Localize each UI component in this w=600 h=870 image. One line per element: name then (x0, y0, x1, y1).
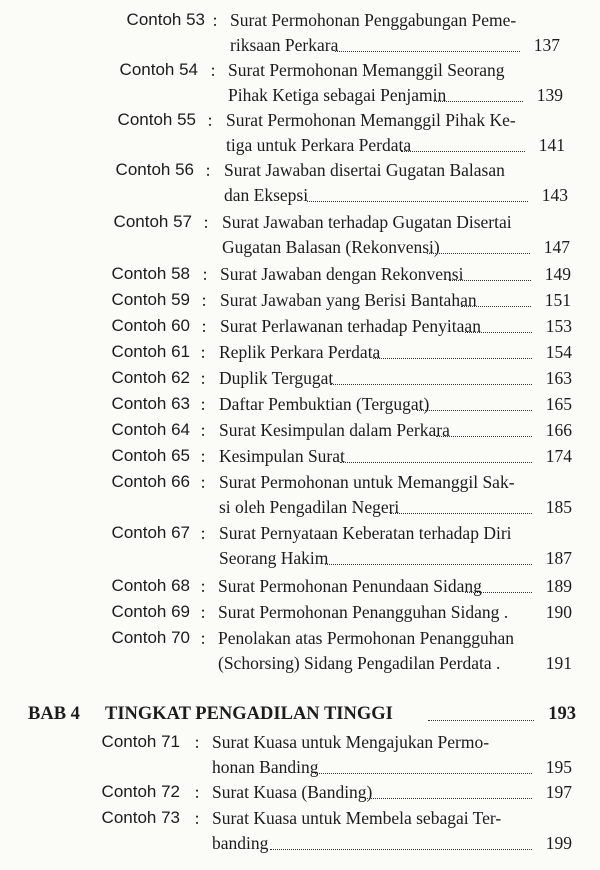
entry-page-number: 195 (545, 757, 572, 777)
entry-title-line: Surat Permohonan untuk Memanggil Sak- (219, 472, 515, 492)
leader-dots (365, 798, 532, 799)
entry-page-number: 137 (533, 35, 560, 55)
entry-title-line: Penolakan atas Permohonan Penangguhan (218, 628, 514, 648)
entry-title-line: si oleh Pengadilan Negeri (219, 497, 400, 517)
entry-label: Contoh 68 (111, 576, 190, 595)
leader-dots (335, 51, 520, 52)
toc-entry[interactable] (0, 366, 600, 391)
entry-label: Contoh 66 (111, 472, 190, 491)
leader-dots (325, 564, 532, 565)
entry-label: Contoh 60 (111, 316, 190, 335)
entry-colon: : (194, 782, 200, 802)
entry-page-number: 166 (545, 420, 572, 440)
entry-label: Contoh 61 (111, 342, 190, 361)
entry-colon: : (203, 212, 209, 232)
entry-title-line: Daftar Pembuktian (Tergugat) (219, 394, 430, 414)
chapter-label: BAB 4 (28, 704, 80, 724)
leader-dots (436, 436, 532, 437)
entry-label: Contoh 62 (111, 368, 190, 387)
entry-page-number: 154 (545, 342, 572, 362)
toc-entry[interactable] (0, 600, 600, 625)
entry-colon: : (210, 60, 216, 80)
leader-dots (465, 332, 532, 333)
entry-title-line: Surat Pernyataan Keberatan terhadap Diri (219, 523, 512, 543)
entry-title-line: Surat Permohonan Penggabungan Peme- (230, 10, 517, 30)
entry-colon: : (194, 808, 200, 828)
entry-page-number: 139 (536, 85, 563, 105)
entry-page-number: 190 (545, 602, 572, 622)
leader-dots (427, 253, 530, 254)
toc-entry[interactable] (0, 58, 600, 108)
entry-title-line: dan Eksepsi (224, 185, 309, 205)
entry-title-line: Surat Perlawanan terhadap Penyitaan (220, 316, 481, 336)
leader-dots (428, 720, 534, 721)
toc-entry[interactable] (0, 314, 600, 339)
entry-title-line: Seorang Hakim (219, 548, 329, 568)
entry-page-number: 141 (538, 135, 565, 155)
chapter-page-number: 193 (548, 704, 576, 724)
entry-label: Contoh 55 (117, 110, 196, 129)
entry-colon: : (202, 264, 208, 284)
entry-page-number: 153 (545, 316, 572, 336)
entry-colon: : (200, 394, 206, 414)
entry-colon: : (200, 420, 206, 440)
entry-title-line: Surat Jawaban yang Berisi Bantahan (220, 290, 477, 310)
entry-title-line: Surat Jawaban dengan Rekonvensi (220, 264, 464, 284)
entry-colon: : (200, 576, 206, 596)
entry-title-line: Pihak Ketiga sebagai Penjamin (228, 85, 447, 105)
entry-title-line: Surat Jawaban disertai Gugatan Balasan (224, 160, 505, 180)
toc-entry[interactable] (0, 444, 600, 469)
entry-title-line: honan Banding (212, 757, 319, 777)
toc-entry[interactable] (0, 288, 600, 313)
entry-title-line: Surat Kuasa untuk Mengajukan Permo- (212, 732, 490, 752)
entry-page-number: 191 (545, 653, 572, 673)
entry-page-number: 149 (544, 264, 571, 284)
entry-page-number: 187 (545, 548, 572, 568)
entry-colon: : (200, 368, 206, 388)
entry-title-line: Surat Permohonan Memanggil Seorang (228, 60, 505, 80)
entry-title-line: Surat Permohonan Penangguhan Sidang . (218, 602, 509, 622)
entry-title-line: Surat Kuasa untuk Membela sebagai Ter- (212, 808, 502, 828)
leader-dots (390, 513, 532, 514)
chapter-title: TINGKAT PENGADILAN TINGGI (105, 704, 393, 724)
entry-label: Contoh 63 (111, 394, 190, 413)
toc-entry[interactable] (0, 340, 600, 365)
toc-entry[interactable] (0, 470, 600, 520)
leader-dots (434, 101, 523, 102)
leader-dots (340, 462, 532, 463)
entry-label: Contoh 69 (111, 602, 190, 621)
entry-colon: : (200, 602, 206, 622)
leader-dots (401, 151, 525, 152)
leader-dots (315, 773, 532, 774)
entry-page-number: 147 (543, 237, 570, 257)
toc-entry[interactable] (0, 806, 600, 856)
entry-title-line: Kesimpulan Surat (219, 446, 345, 466)
entry-colon: : (207, 110, 213, 130)
entry-title-line: Surat Permohonan Penundaan Sidang (218, 576, 482, 596)
entry-label: Contoh 53 (126, 10, 205, 29)
entry-page-number: 163 (545, 368, 572, 388)
entry-page-number: 197 (545, 782, 572, 802)
leader-dots (270, 849, 532, 850)
leader-dots (417, 410, 532, 411)
toc-entry[interactable] (0, 108, 600, 158)
toc-entry[interactable] (0, 210, 600, 260)
toc-entry[interactable] (0, 730, 600, 780)
entry-title-line: Duplik Tergugat (219, 368, 334, 388)
leader-dots (465, 592, 532, 593)
toc-entry[interactable] (0, 8, 600, 58)
entry-label: Contoh 64 (111, 420, 190, 439)
entry-title-line: Surat Jawaban terhadap Gugatan Disertai (222, 212, 512, 232)
entry-label: Contoh 71 (101, 732, 180, 751)
entry-title-line: Replik Perkara Perdata (219, 342, 381, 362)
leader-dots (449, 280, 531, 281)
leader-dots (373, 358, 533, 359)
toc-entry[interactable] (0, 574, 600, 599)
entry-title-line: (Schorsing) Sidang Pengadilan Perdata . (218, 653, 501, 673)
entry-colon: : (200, 472, 206, 492)
entry-label: Contoh 72 (101, 782, 180, 801)
entry-colon: : (200, 523, 206, 543)
entry-page-number: 185 (545, 497, 572, 517)
entry-title-line: Surat Kuasa (Banding) (212, 782, 373, 802)
toc-entry[interactable] (0, 262, 600, 287)
entry-title-line: riksaan Perkara (230, 35, 339, 55)
entry-colon: : (201, 316, 207, 336)
entry-colon: : (201, 290, 207, 310)
toc-entry[interactable] (0, 780, 600, 805)
entry-page-number: 199 (545, 833, 572, 853)
entry-title-line: Surat Permohonan Memanggil Pihak Ke- (226, 110, 516, 130)
entry-colon: : (194, 732, 200, 752)
toc-entry[interactable] (0, 521, 600, 571)
entry-title-line: tiga untuk Perkara Perdata (226, 135, 412, 155)
entry-page-number: 143 (541, 185, 568, 205)
toc-entry[interactable] (0, 158, 600, 208)
toc-entry[interactable] (0, 392, 600, 417)
entry-label: Contoh 58 (111, 264, 190, 283)
entry-label: Contoh 56 (115, 160, 194, 179)
entry-label: Contoh 54 (119, 60, 198, 79)
entry-page-number: 151 (544, 290, 571, 310)
entry-label: Contoh 67 (111, 523, 190, 542)
toc-entry[interactable] (0, 418, 600, 443)
entry-label: Contoh 59 (111, 290, 190, 309)
entry-label: Contoh 65 (111, 446, 190, 465)
leader-dots (330, 384, 533, 385)
entry-title-line: Gugatan Balasan (Rekonvensi) (222, 237, 440, 257)
entry-colon: : (200, 342, 206, 362)
entry-colon: : (205, 160, 211, 180)
toc-entry[interactable] (0, 626, 600, 676)
entry-label: Contoh 57 (113, 212, 192, 231)
entry-page-number: 189 (545, 576, 572, 596)
leader-dots (307, 201, 528, 202)
entry-label: Contoh 73 (101, 808, 180, 827)
entry-title-line: banding (212, 833, 269, 853)
entry-colon: : (212, 10, 218, 30)
entry-colon: : (200, 446, 206, 466)
entry-title-line: Surat Kesimpulan dalam Perkara (219, 420, 450, 440)
entry-label: Contoh 70 (111, 628, 190, 647)
entry-page-number: 174 (545, 446, 572, 466)
entry-page-number: 165 (545, 394, 572, 414)
leader-dots (461, 306, 531, 307)
entry-colon: : (200, 628, 206, 648)
